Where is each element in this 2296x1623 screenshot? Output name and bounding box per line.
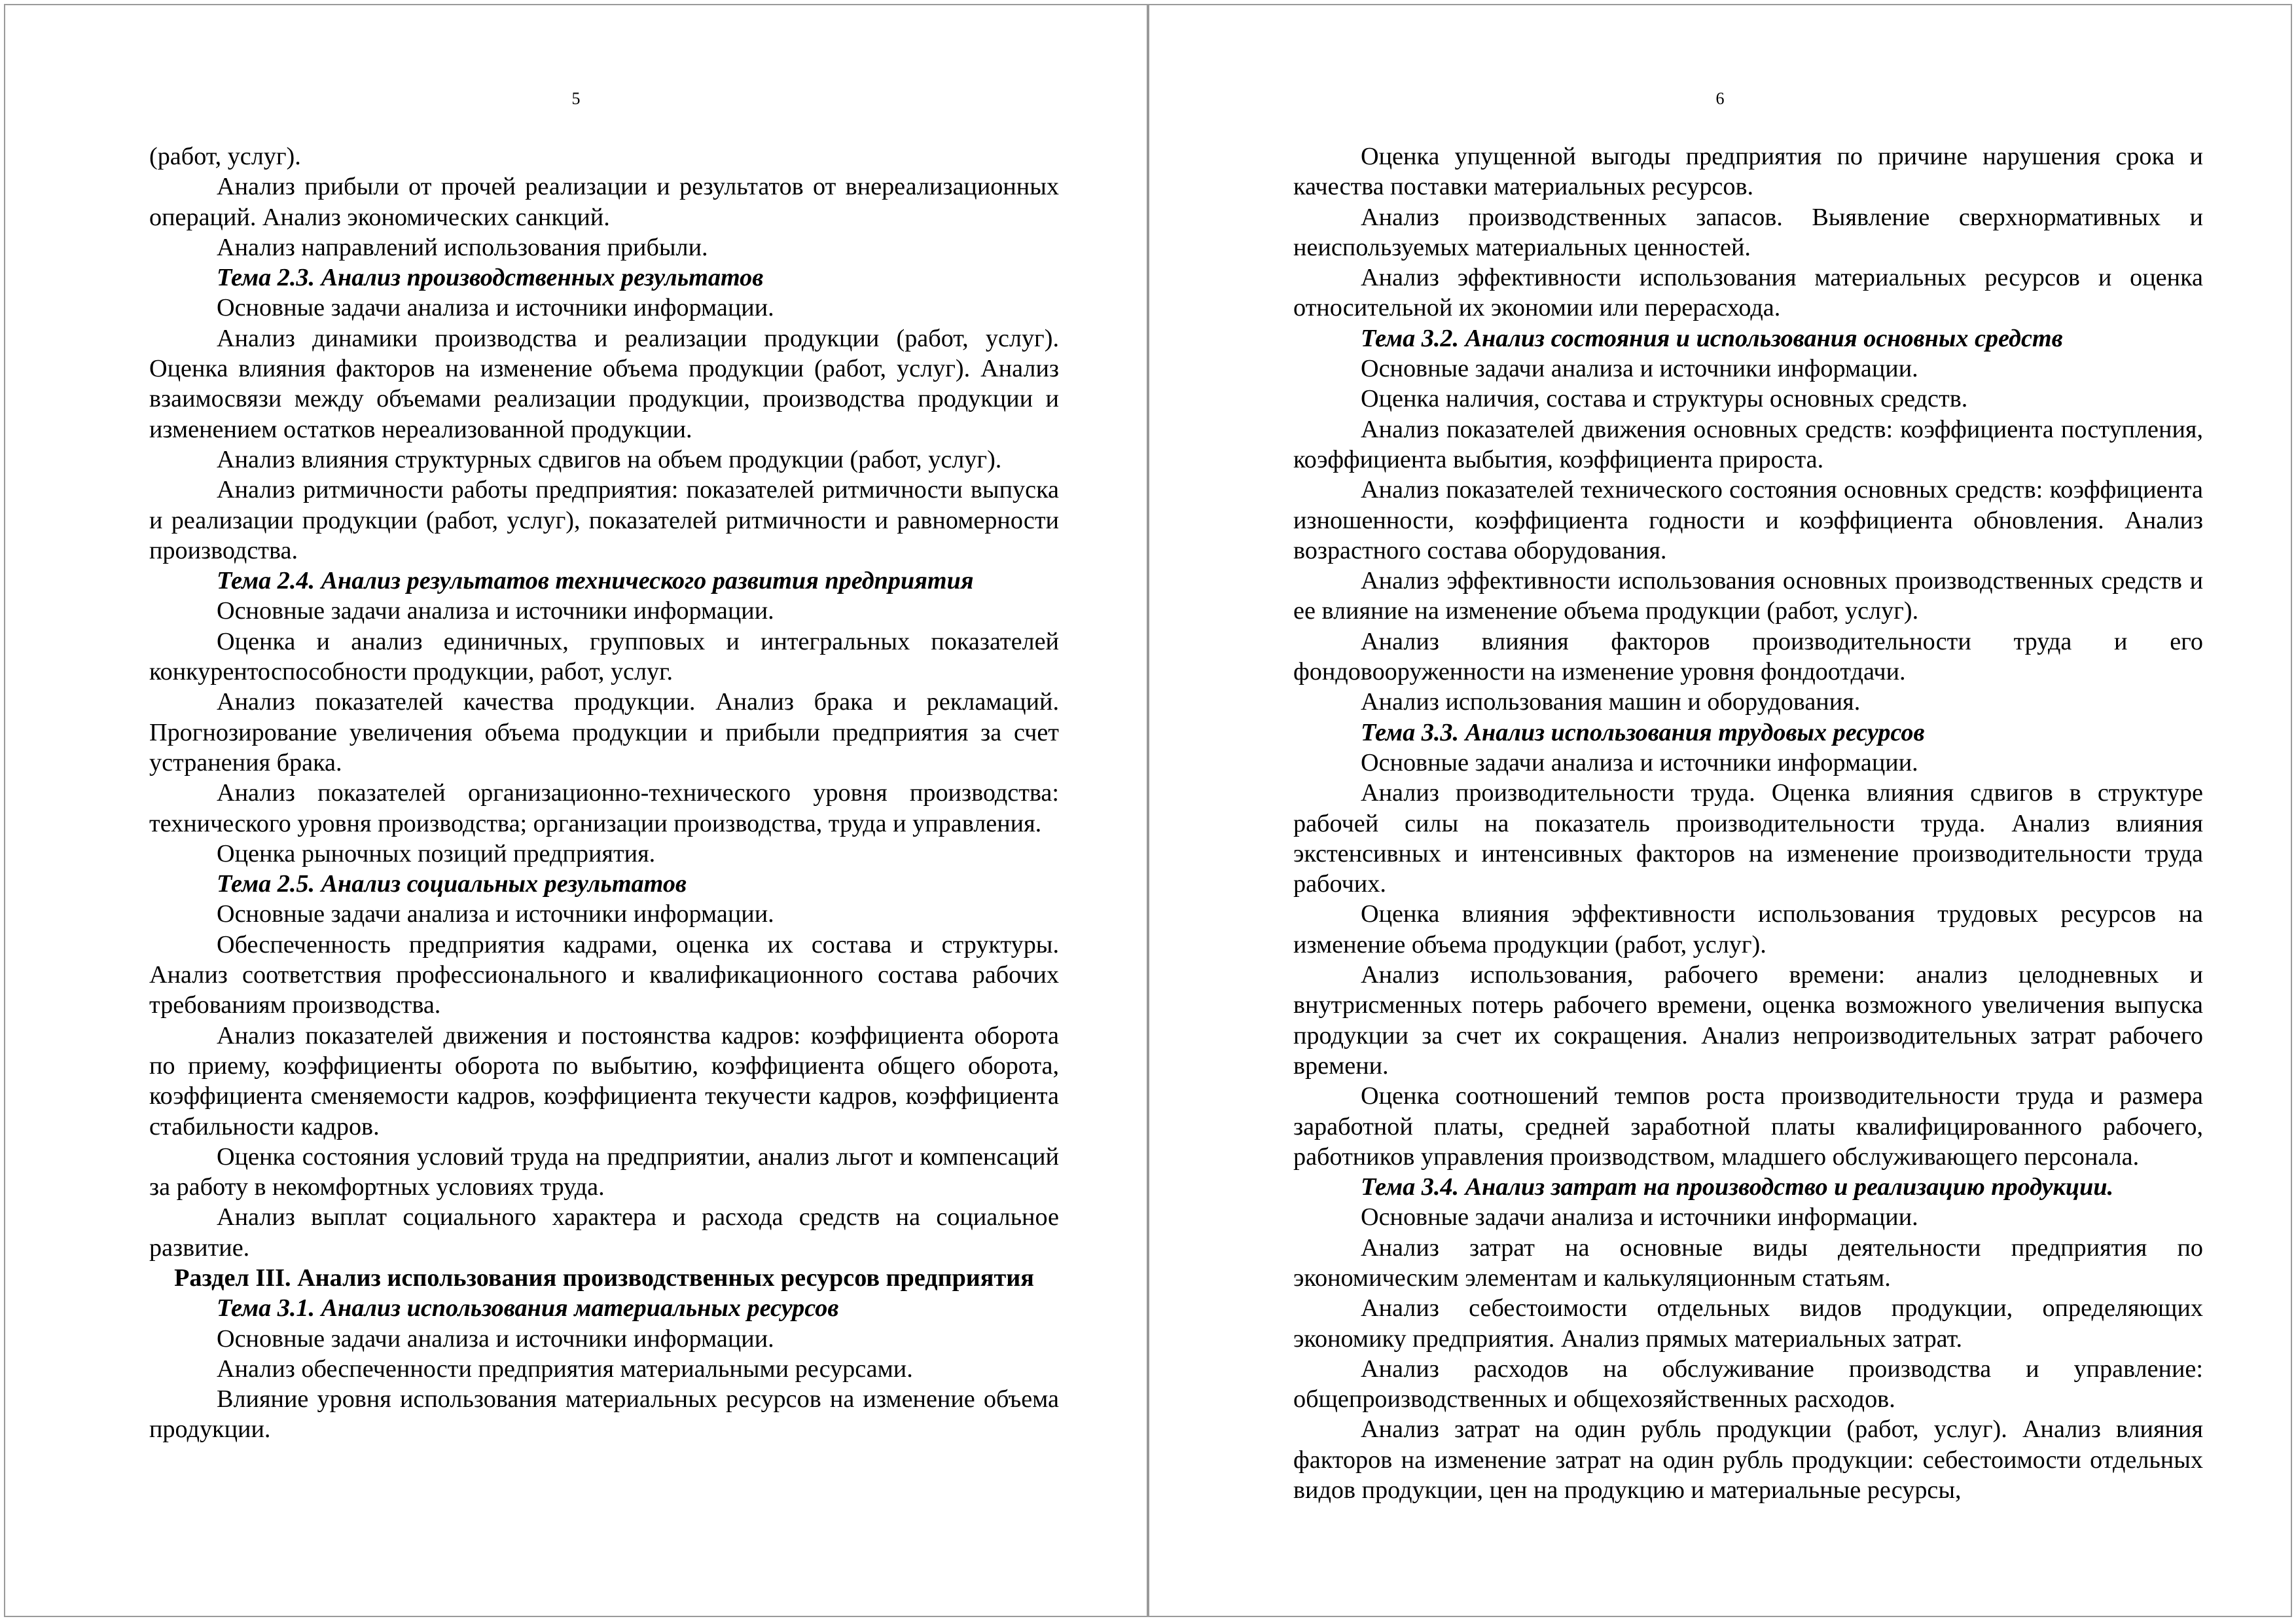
topic-heading: Тема 3.3. Анализ использования трудовых ресурсов: [1361, 718, 1925, 746]
page-number: 5: [571, 89, 581, 108]
topic-heading: Тема 2.3. Анализ производственных результатов: [217, 264, 764, 292]
page-number: 6: [1715, 89, 1725, 108]
paragraph: Основные задачи анализа и источники информации.: [1361, 748, 1918, 776]
paragraph: Оценка состояния условий труда на предприятии, анализ льгот и компенсаций за работу в некомфортных условиях труда.: [149, 1142, 1059, 1201]
paragraph: Оценка упущенной выгоды предприятия по причине нарушения срока и качества поставки материальных ресурсов.: [1293, 143, 2203, 201]
paragraph: Анализ направлений использования прибыли.: [217, 233, 708, 261]
paragraph: Анализ производительности труда. Оценка влияния сдвигов в структуре рабочей силы на показатель производительности труда. Анализ влияния экстенсивных и интенсивных факторов на изменение производительности труда рабочих.: [1293, 779, 2203, 898]
topic-heading: Тема 3.2. Анализ состояния и использования основных средств: [1361, 324, 2063, 352]
page-right: [1148, 4, 2292, 1617]
paragraph: Анализ расходов на обслуживание производства и управление: общепроизводственных и общехозяйственных расходов.: [1293, 1355, 2203, 1413]
paragraph: Анализ показателей организационно-технического уровня производства: технического уровня производства; организации производства, труда и управления.: [149, 779, 1059, 837]
paragraph: Анализ показателей движения основных средств: коэффициента поступления, коэффициента выбытия, коэффициента прироста.: [1293, 415, 2203, 473]
paragraph: Анализ показателей движения и постоянства кадров: коэффициента оборота по приему, коэффициенты оборота по выбытию, коэффициента общего оборота, коэффициента сменяемости кадров, коэффициента текучести кадров, коэффициента стабильности кадров.: [149, 1021, 1059, 1140]
paragraph: Оценка влияния эффективности использования трудовых ресурсов на изменение объема продукции (работ, услуг).: [1293, 900, 2203, 958]
paragraph: Анализ влияния факторов производительности труда и его фондовооруженности на изменение уровня фондоотдачи.: [1293, 627, 2203, 686]
paragraph: Основные задачи анализа и источники информации.: [1361, 1203, 1918, 1231]
paragraph: Обеспеченность предприятия кадрами, оценка их состава и структуры. Анализ соответствия профессионального и квалификационного состава рабочих требованиям производства.: [149, 930, 1059, 1019]
paragraph: Оценка наличия, состава и структуры основных средств.: [1361, 385, 1968, 413]
paragraph: Основные задачи анализа и источники информации.: [217, 597, 774, 625]
paragraph: Основные задачи анализа и источники информации.: [1361, 355, 1918, 383]
paragraph: Анализ динамики производства и реализации продукции (работ, услуг). Оценка влияния факторов на изменение объема продукции (работ, услуг). Анализ взаимосвязи между объемами реализации продукции, производства продукции и изменением остатков нереализованной продукции.: [149, 324, 1059, 443]
page-text: [149, 141, 1059, 1445]
paragraph: Основные задачи анализа и источники информации.: [217, 1324, 774, 1353]
page-left: [4, 4, 1148, 1617]
paragraph: Анализ себестоимости отдельных видов продукции, определяющих экономику предприятия. Анализ прямых материальных затрат.: [1293, 1294, 2203, 1353]
page-text: [1293, 141, 2203, 1505]
paragraph: Анализ выплат социального характера и расхода средств на социальное развитие.: [149, 1203, 1059, 1262]
continued-paragraph: (работ, услуг).: [149, 143, 301, 170]
paragraph: Анализ затрат на основные виды деятельности предприятия по экономическим элементам и калькуляционным статьям.: [1293, 1233, 2203, 1292]
paragraph: Основные задачи анализа и источники информации.: [217, 294, 774, 322]
topic-heading: Тема 2.5. Анализ социальных результатов: [217, 870, 687, 898]
paragraph: Анализ показателей качества продукции. Анализ брака и рекламаций. Прогнозирование увеличения объема продукции и прибыли предприятия за счет устранения брака.: [149, 688, 1059, 776]
section-heading: Раздел III. Анализ использования производственных ресурсов предприятия: [174, 1264, 1034, 1292]
paragraph: Анализ использования, рабочего времени: анализ целодневных и внутрисменных потерь рабочего времени, оценка возможного увеличения выпуска продукции за счет их сокращения. Анализ непроизводительных затрат рабочего времени.: [1293, 961, 2203, 1080]
paragraph: Анализ прибыли от прочей реализации и результатов от внереализационных операций. Анализ экономических санкций.: [149, 173, 1059, 231]
topic-heading: Тема 2.4. Анализ результатов технического развития предприятия: [217, 567, 974, 595]
paragraph: Влияние уровня использования материальных ресурсов на изменение объема продукции.: [149, 1385, 1059, 1444]
paragraph: Анализ эффективности использования материальных ресурсов и оценка относительной их экономии или перерасхода.: [1293, 264, 2203, 322]
topic-heading: Тема 3.4. Анализ затрат на производство и реализацию продукции.: [1361, 1173, 2114, 1201]
paragraph: Анализ влияния структурных сдвигов на объем продукции (работ, услуг).: [217, 445, 1002, 473]
paragraph: Анализ ритмичности работы предприятия: показателей ритмичности выпуска и реализации продукции (работ, услуг), показателей ритмичности и равномерности производства.: [149, 476, 1059, 564]
paragraph: Основные задачи анализа и источники информации.: [217, 900, 774, 928]
topic-heading: Тема 3.1. Анализ использования материальных ресурсов: [217, 1294, 839, 1322]
paragraph: Анализ использования машин и оборудования.: [1361, 688, 1861, 716]
paragraph: Оценка соотношений темпов роста производительности труда и размера заработной платы, средней заработной платы квалифицированного рабочего, работников управления производством, младшего обслуживающего персонала.: [1293, 1082, 2203, 1171]
paragraph: Анализ обеспеченности предприятия материальными ресурсами.: [217, 1355, 913, 1383]
paragraph: Анализ затрат на один рубль продукции (работ, услуг). Анализ влияния факторов на изменение затрат на один рубль продукции: себестоимости отдельных видов продукции, цен на продукцию и материальные ресурсы,: [1293, 1415, 2203, 1504]
paragraph: Оценка и анализ единичных, групповых и интегральных показателей конкурентоспособности продукции, работ, услуг.: [149, 627, 1059, 686]
paragraph: Анализ производственных запасов. Выявление сверхнормативных и неиспользуемых материальных ценностей.: [1293, 203, 2203, 261]
paragraph: Анализ показателей технического состояния основных средств: коэффициента изношенности, коэффициента годности и коэффициента обновления. Анализ возрастного состава оборудования.: [1293, 476, 2203, 564]
paragraph: Анализ эффективности использования основных производственных средств и ее влияние на изменение объема продукции (работ, услуг).: [1293, 567, 2203, 625]
paragraph: Оценка рыночных позиций предприятия.: [217, 839, 656, 867]
